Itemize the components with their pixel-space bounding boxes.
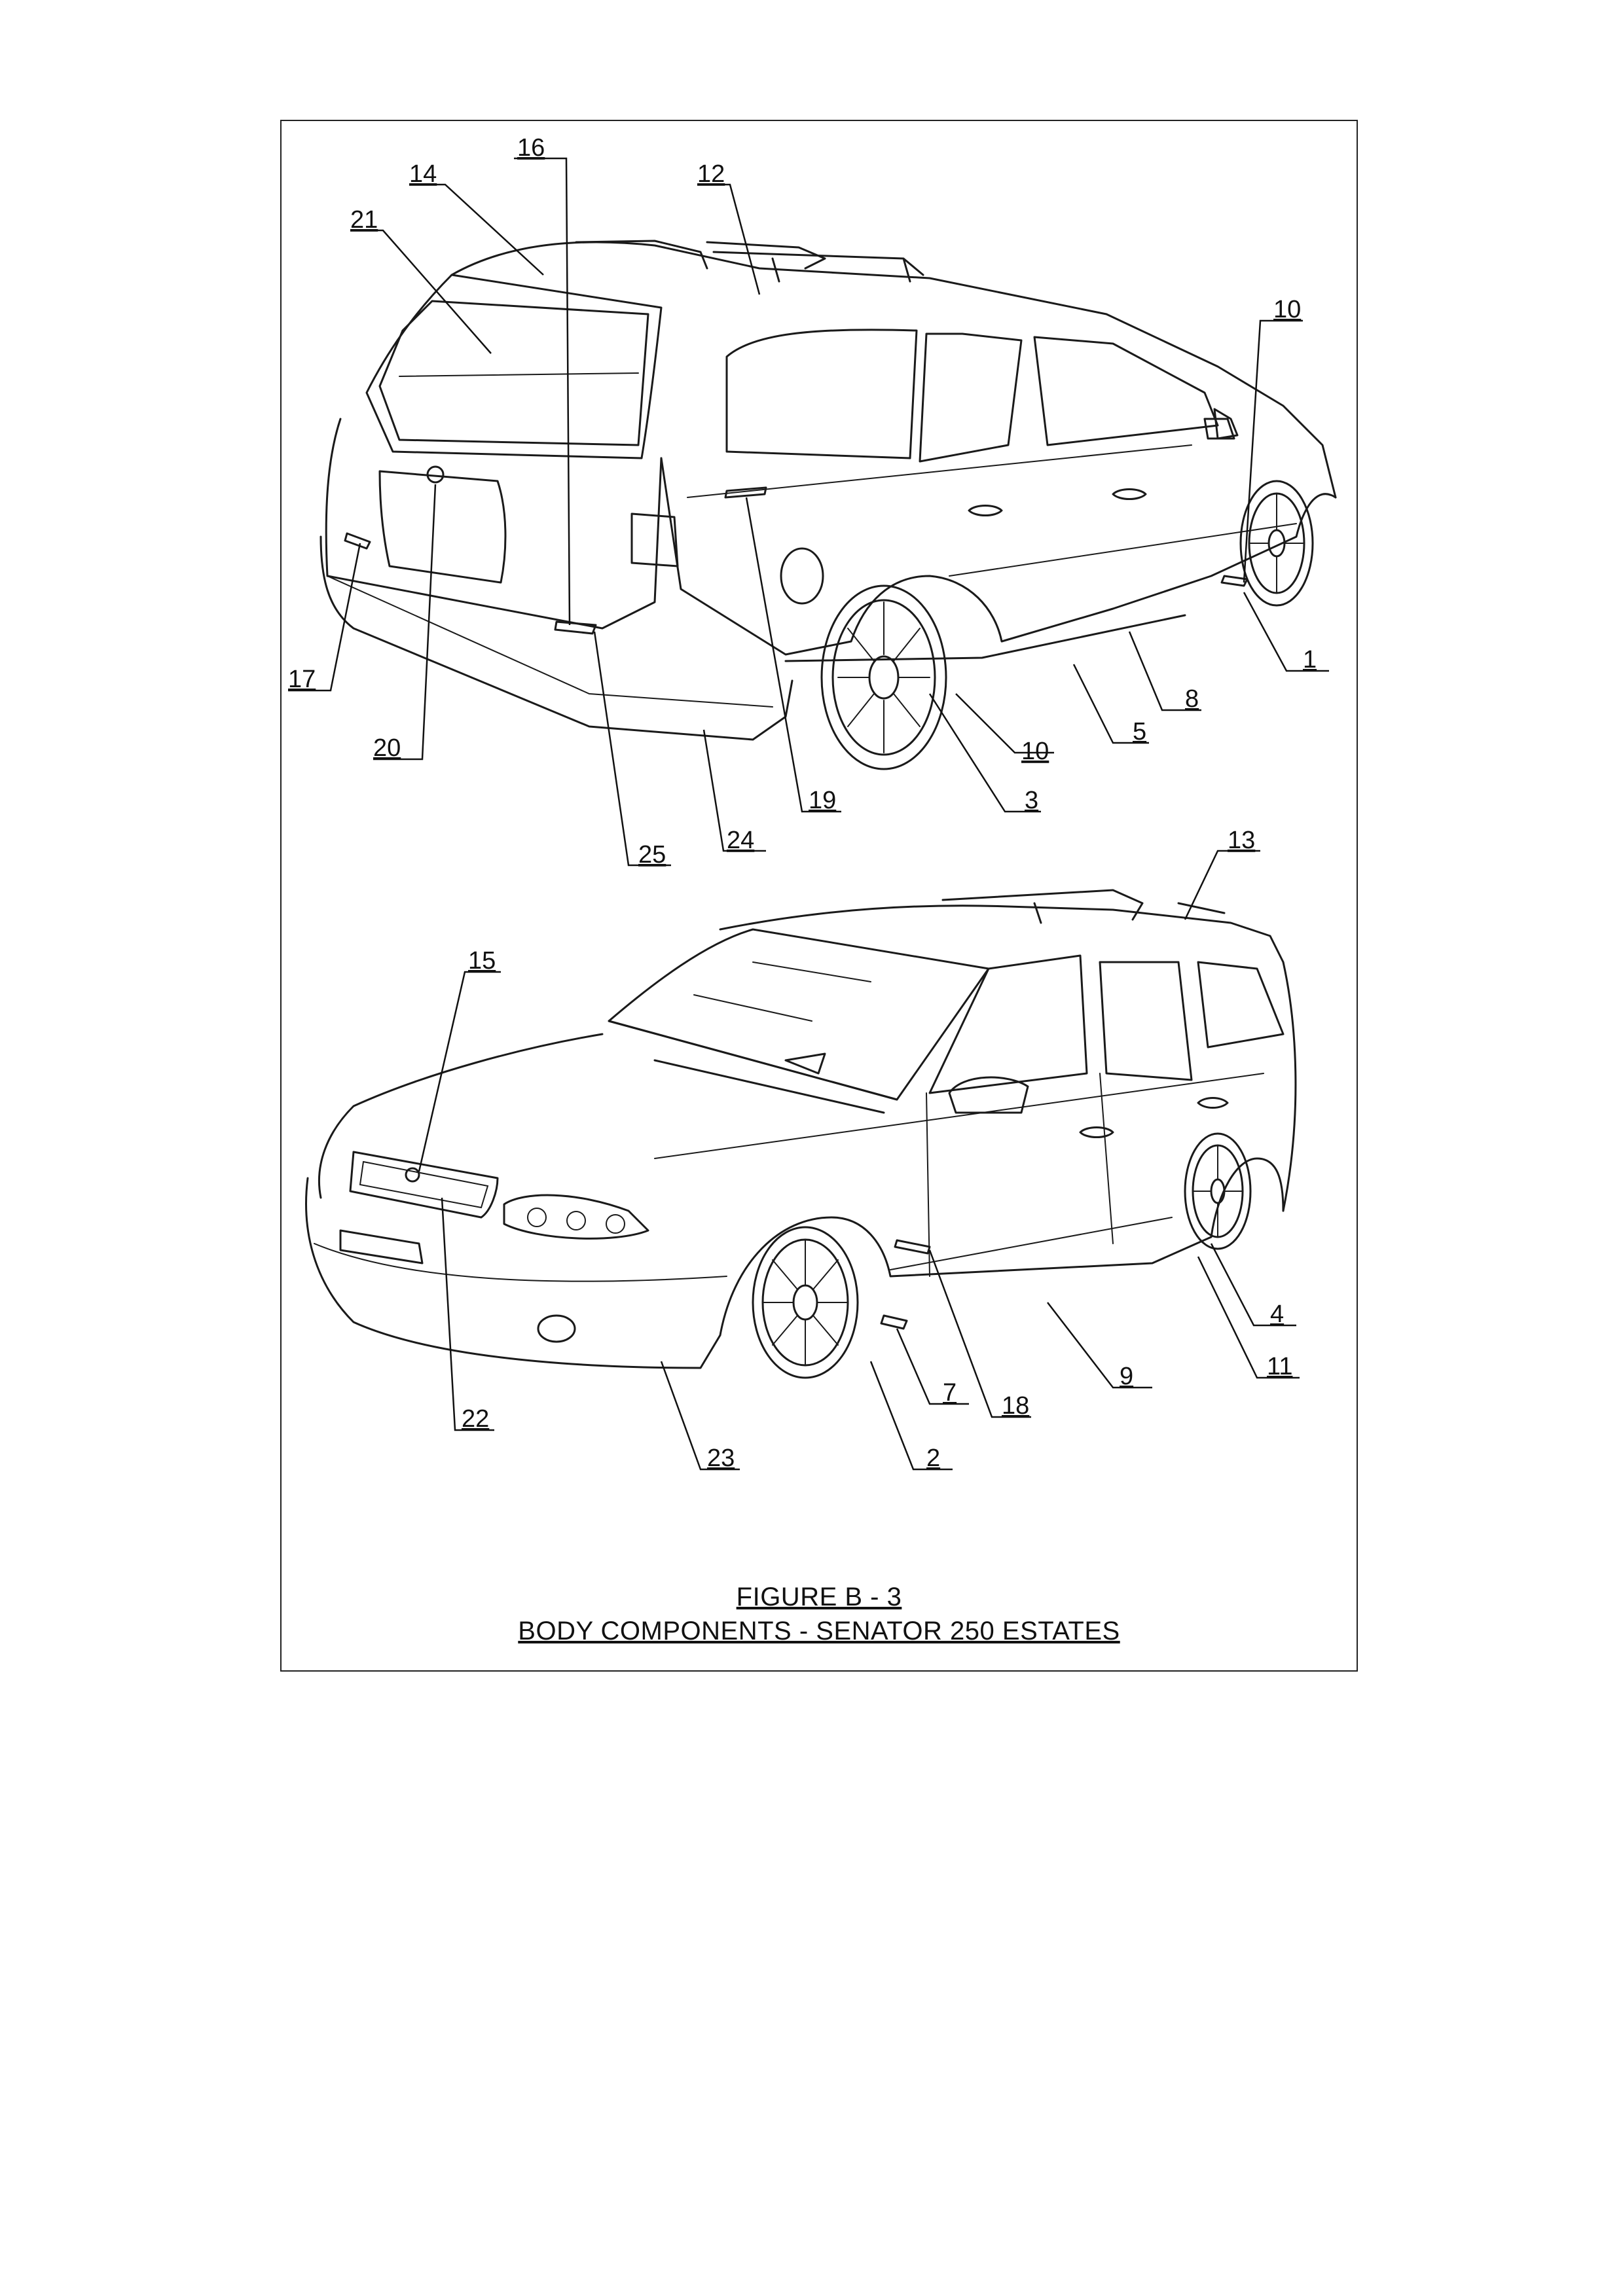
callout-8: 8 bbox=[1185, 685, 1199, 713]
callout-7: 7 bbox=[943, 1379, 957, 1407]
callout-11: 11 bbox=[1267, 1353, 1293, 1380]
callout-2: 2 bbox=[926, 1444, 941, 1472]
figure-label: FIGURE B - 3 bbox=[736, 1583, 902, 1611]
callout-21: 21 bbox=[350, 206, 378, 234]
callout-14: 14 bbox=[409, 160, 437, 188]
callout-24: 24 bbox=[727, 827, 755, 854]
callout-9: 9 bbox=[1120, 1363, 1134, 1390]
callout-19: 19 bbox=[809, 787, 837, 814]
callout-1: 1 bbox=[1303, 646, 1317, 673]
rear-view-car bbox=[321, 241, 1336, 769]
callout-10-front: 10 bbox=[1273, 296, 1302, 323]
callout-22: 22 bbox=[462, 1405, 490, 1433]
front-view-leaders bbox=[419, 851, 1300, 1469]
rear-view-leaders bbox=[288, 158, 1329, 865]
front-view-callout-labels bbox=[462, 827, 1292, 1472]
callout-13: 13 bbox=[1228, 827, 1256, 854]
callout-12: 12 bbox=[697, 160, 725, 188]
front-view-car bbox=[306, 890, 1296, 1378]
callout-15: 15 bbox=[468, 947, 496, 975]
rear-view-callout-labels bbox=[288, 134, 1317, 869]
callout-3: 3 bbox=[1025, 787, 1039, 814]
figure-title: BODY COMPONENTS - SENATOR 250 ESTATES bbox=[518, 1617, 1120, 1645]
callout-16: 16 bbox=[517, 134, 545, 162]
callout-25: 25 bbox=[638, 841, 666, 869]
callout-23: 23 bbox=[707, 1444, 735, 1472]
callout-4: 4 bbox=[1270, 1300, 1285, 1328]
callout-17: 17 bbox=[288, 666, 316, 693]
callout-10-rear: 10 bbox=[1021, 738, 1049, 765]
callout-5: 5 bbox=[1133, 718, 1147, 745]
callout-18: 18 bbox=[1002, 1392, 1030, 1420]
callout-20: 20 bbox=[373, 734, 401, 762]
